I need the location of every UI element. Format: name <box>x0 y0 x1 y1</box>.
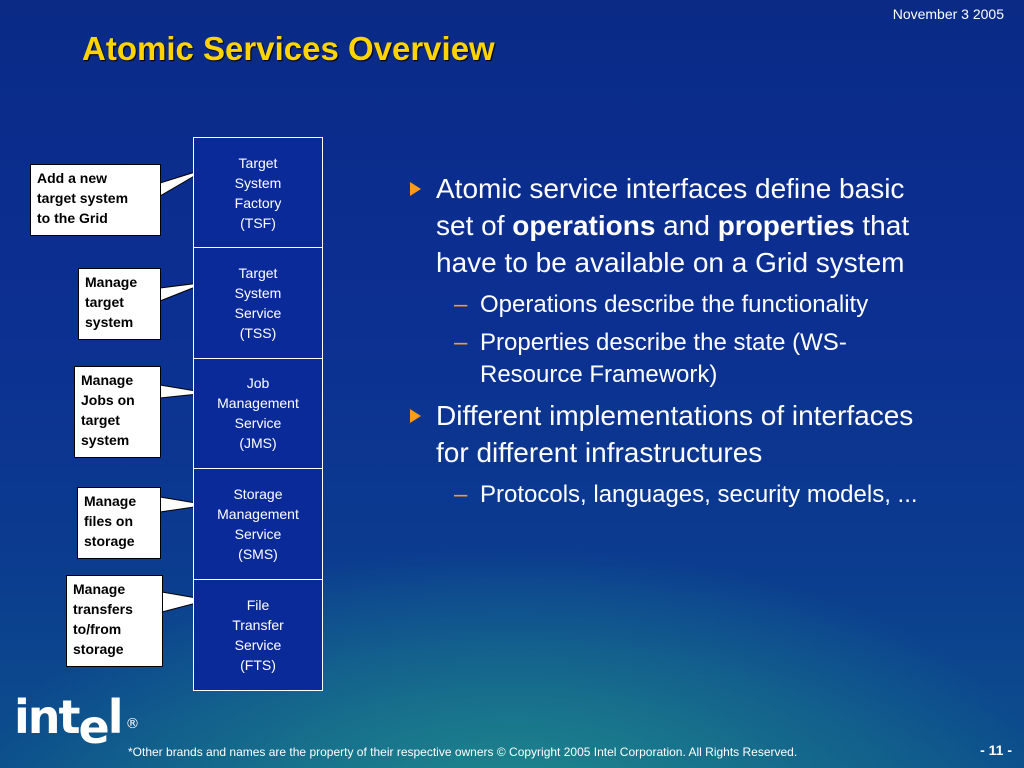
service-label: Storage Management Service (SMS) <box>217 485 299 562</box>
intel-logo: intel ® <box>14 690 140 754</box>
service-label: File Transfer Service (FTS) <box>232 596 284 673</box>
copyright-footer: *Other brands and names are the property of their respective owners © Copyright 2005 Intel Corporation. All Rights Reserved. <box>128 745 798 759</box>
bullet-arrow-icon <box>410 182 421 196</box>
service-fts <box>194 580 322 690</box>
callout-add-target-system: Add a new target system to the Grid <box>30 164 161 236</box>
callout-manage-jobs: Manage Jobs on target system <box>74 366 161 458</box>
bullet-arrow-icon <box>410 409 421 423</box>
dash-marker: – <box>454 481 468 508</box>
slide-date: November 3 2005 <box>892 6 1004 22</box>
service-jms <box>194 359 322 469</box>
callout-manage-files: Manage files on storage <box>77 487 161 559</box>
bullet-implementations: Different implementations of interfaces for different infrastructures <box>408 397 928 471</box>
dash-marker: – <box>454 329 468 356</box>
sub-bullet-properties: – Properties describe the state (WS-Resource Framework) <box>454 329 847 388</box>
bullet-list <box>408 170 928 517</box>
atomic-service-stack <box>193 137 323 691</box>
service-sms <box>194 469 322 579</box>
sub-bullet-protocols: – Protocols, languages, security models, ... <box>408 479 928 511</box>
bullet-atomic-interfaces: Atomic service interfaces define basic set of operations and properties that have to be available on a Grid system <box>408 170 928 281</box>
slide-title: Atomic Services Overview <box>82 30 495 67</box>
callout-manage-target-system: Manage target system <box>78 268 161 340</box>
dash-marker: – <box>454 291 468 318</box>
sub-bullet-operations: – Operations describe the functionality <box>408 289 928 321</box>
service-label: Job Management Service (JMS) <box>217 375 299 452</box>
service-tss <box>194 248 322 358</box>
callout-manage-transfers: Manage transfers to/from storage <box>66 575 163 667</box>
service-tsf <box>194 138 322 248</box>
service-label: Target System Factory (TSF) <box>234 154 282 231</box>
page-number: - 11 - <box>980 742 1012 758</box>
service-label: Target System Service (TSS) <box>234 265 282 342</box>
